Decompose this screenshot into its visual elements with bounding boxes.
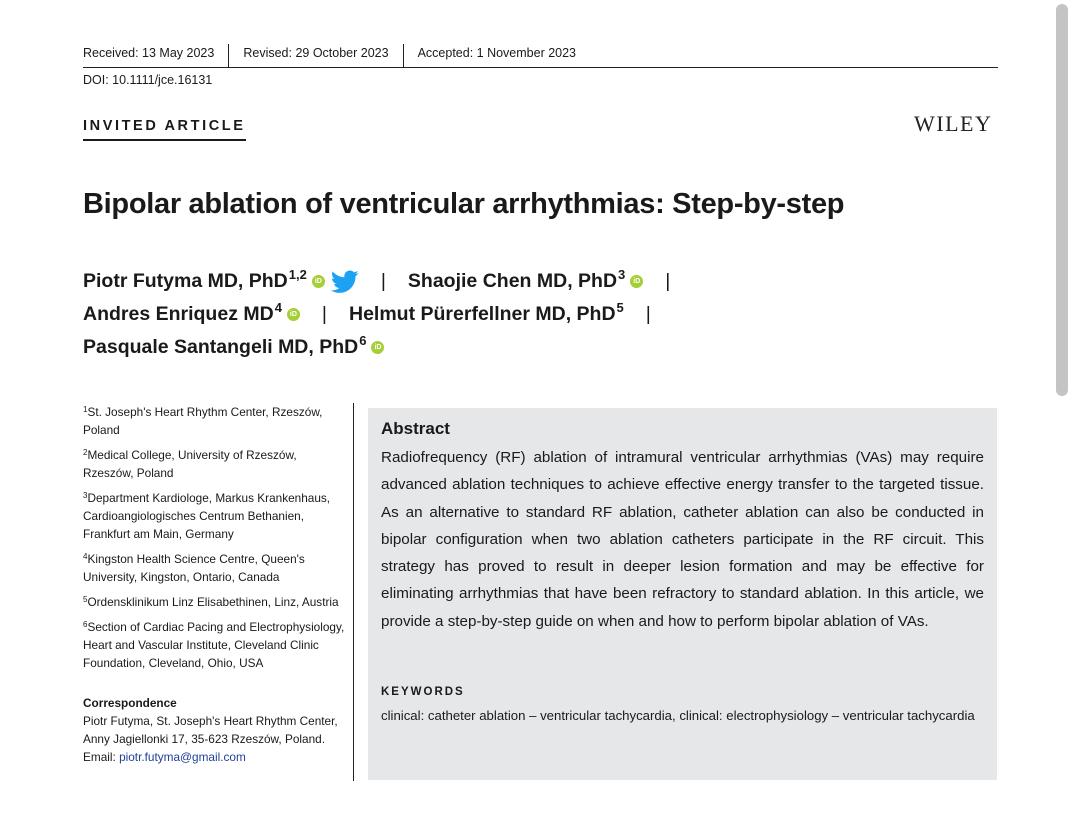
affiliation-text: Department Kardiologe, Markus Krankenhaus, Cardioangiologisches Centrum Bethanien, Frankfurt am Main, Germany	[83, 491, 331, 541]
abstract-box	[368, 408, 997, 780]
scrollbar[interactable]	[1056, 4, 1068, 396]
orcid-icon[interactable]: iD	[312, 275, 325, 288]
author-affil-sup: 5	[616, 300, 624, 315]
publisher-logo: WILEY	[914, 111, 993, 136]
affiliation-text: Section of Cardiac Pacing and Electrophysiology, Heart and Vascular Institute, Cleveland Clinic Foundation, Cleveland, Ohio, USA	[83, 620, 345, 670]
affiliation-text: Ordensklinikum Linz Elisabethinen, Linz, Austria	[87, 595, 339, 609]
affiliation	[83, 489, 345, 543]
orcid-icon[interactable]: iD	[371, 341, 384, 354]
affiliation	[83, 618, 345, 672]
accepted-date: Accepted: 1 November 2023	[403, 44, 590, 67]
affiliation-text: St. Joseph's Heart Rhythm Center, Rzeszów, Poland	[83, 405, 323, 437]
affiliation-text: Medical College, University of Rzeszów, Rzeszów, Poland	[83, 448, 297, 480]
twitter-icon[interactable]	[331, 270, 359, 294]
author-name: Helmut Pürerfellner MD, PhD	[349, 303, 616, 325]
keywords-heading: KEYWORDS	[381, 686, 465, 698]
affiliation	[83, 593, 345, 611]
affiliation-text: Kingston Health Science Centre, Queen's University, Kingston, Ontario, Canada	[83, 552, 305, 584]
doi: DOI: 10.1111/jce.16131	[83, 73, 213, 87]
keywords-text: clinical: catheter ablation – ventricular tachycardia, clinical: electrophysiology – ventricular tachycardia	[381, 708, 975, 723]
correspondence-heading: Correspondence	[83, 696, 177, 710]
author-list	[83, 265, 723, 364]
affiliation-number: 2	[83, 448, 88, 457]
affiliation	[83, 550, 345, 586]
email-label: Email:	[83, 750, 120, 764]
correspondence-address: Piotr Futyma, St. Joseph's Heart Rhythm Center, Anny Jagiellonki 17, 35-623 Rzeszów, Poland.	[83, 714, 338, 746]
author-line	[83, 298, 723, 331]
author-affil-sup: 4	[274, 300, 282, 315]
author-separator: |	[380, 270, 386, 292]
abstract-heading: Abstract	[381, 419, 450, 438]
author-name: Shaojie Chen MD, PhD	[407, 270, 618, 292]
author-affil-sup: 3	[618, 267, 626, 282]
affiliation-number: 4	[83, 552, 88, 561]
author-separator: |	[645, 303, 651, 325]
affiliation-number: 6	[83, 620, 88, 629]
author-line	[83, 331, 723, 364]
abstract-body: Radiofrequency (RF) ablation of intramural ventricular arrhythmias (VAs) may require advanced ablation techniques to achieve effective energy transfer to the targeted tissue. As an alternative to standard RF ablation, catheter ablation can also be conducted in bipolar configuration when two ablation catheters participate in the RF circuit. This strategy has proved to result in deeper lesion formation and may be effective for eliminating arrhythmias that have been refractory to standard ablation. In this article, we provide a step-by-step guide on when and how to perform bipolar ablation of VAs.	[381, 449, 984, 630]
orcid-icon[interactable]: iD	[630, 275, 643, 288]
affiliation-number: 5	[83, 595, 88, 604]
author-line	[83, 265, 723, 298]
author-name: Pasquale Santangeli MD, PhD	[83, 336, 359, 358]
correspondence-text	[83, 712, 345, 766]
history-dates	[83, 44, 998, 68]
author-name: Piotr Futyma MD, PhD	[83, 270, 288, 292]
author-separator: |	[321, 303, 327, 325]
author-separator: |	[665, 270, 671, 292]
affiliation-number: 3	[83, 491, 88, 500]
author-affil-sup: 1,2	[288, 267, 307, 282]
author-affil-sup: 6	[359, 333, 367, 348]
email-link[interactable]: piotr.futyma@gmail.com	[119, 750, 246, 764]
affiliation	[83, 403, 345, 439]
revised-date: Revised: 29 October 2023	[228, 44, 402, 67]
affiliation	[83, 446, 345, 482]
article-type: INVITED ARTICLE	[83, 118, 246, 141]
affiliations	[83, 403, 354, 781]
affiliation-number: 1	[83, 405, 88, 414]
received-date: Received: 13 May 2023	[83, 46, 215, 60]
article-title: Bipolar ablation of ventricular arrhythmias: Step-by-step	[83, 188, 845, 220]
author-name: Andres Enriquez MD	[83, 303, 274, 325]
orcid-icon[interactable]: iD	[287, 308, 300, 321]
